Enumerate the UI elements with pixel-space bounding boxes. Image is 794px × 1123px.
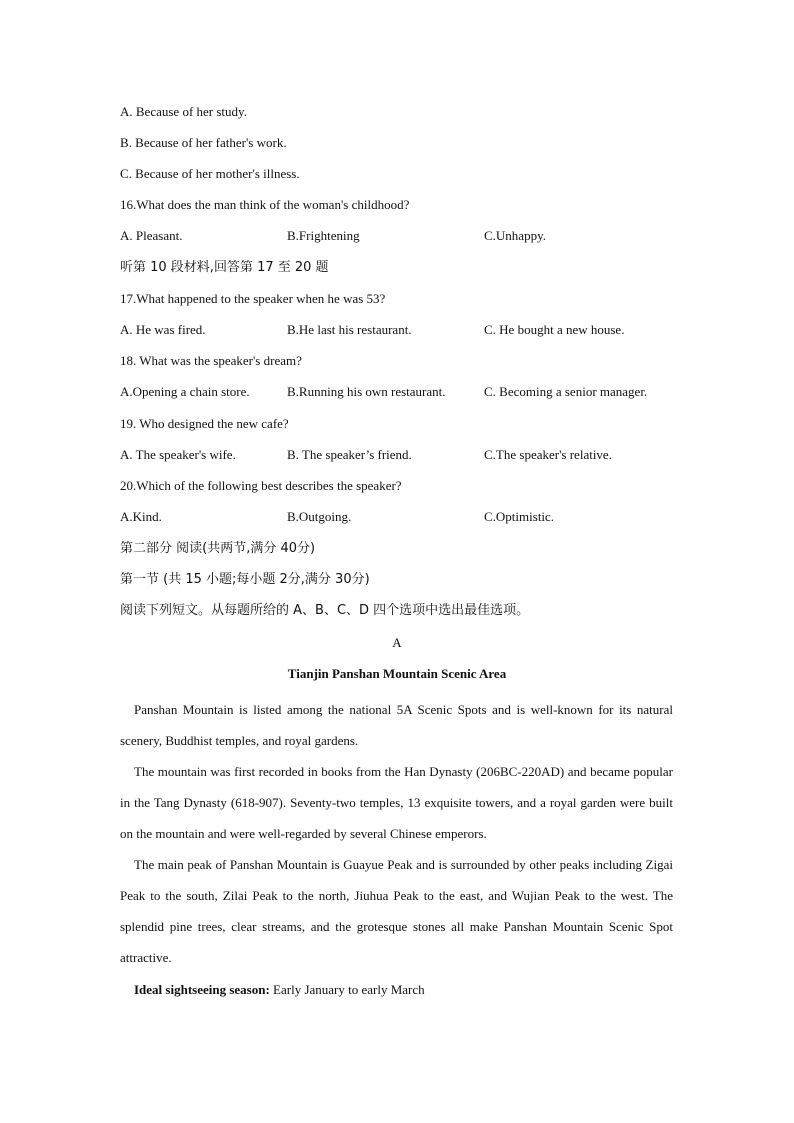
season-value: Early January to early March <box>269 982 425 997</box>
q17-option-c: C. He bought a new house. <box>484 322 625 337</box>
reading-instruction: 阅读下列短文。从每题所给的 A、B、C、D 四个选项中选出最佳选项。 <box>120 603 530 618</box>
passage-paragraph-2 <box>120 756 673 849</box>
section-one-heading: 第一节 (共 15 小题;每小题 2分,满分 30分) <box>120 572 370 587</box>
q18-question: 18. What was the speaker's dream? <box>120 353 302 368</box>
season-label: Ideal sightseeing season: <box>134 982 270 997</box>
q19-question: 19. Who designed the new cafe? <box>120 416 289 431</box>
q19-option-a: A. The speaker's wife. <box>120 447 236 462</box>
q19-option-c: C.The speaker's relative. <box>484 447 612 462</box>
q16-option-a: A. Pleasant. <box>120 228 183 243</box>
passage-paragraph-1 <box>120 694 673 756</box>
sightseeing-season <box>134 982 425 998</box>
q15-option-c: C. Because of her mother's illness. <box>120 166 300 181</box>
part-two-heading: 第二部分 阅读(共两节,满分 40分) <box>120 541 316 556</box>
q16-option-b: B.Frightening <box>287 228 360 243</box>
paragraph-1-text: Panshan Mountain is listed among the national 5A Scenic Spots and is well-known for its natural scenery, Buddhist temples, and royal gardens. <box>120 702 673 748</box>
q20-option-c: C.Optimistic. <box>484 509 555 524</box>
q17-option-b: B.He last his restaurant. <box>287 322 412 337</box>
q17-question: 17.What happened to the speaker when he was 53? <box>120 291 386 306</box>
q20-option-b: B.Outgoing. <box>287 509 352 524</box>
paragraph-3-text: The main peak of Panshan Mountain is Guayue Peak and is surrounded by other peaks including Zigai Peak to the south, Zilai Peak to the north, Jiuhua Peak to the east, and Wujian Peak to the west. The splendid pine trees, clear streams, and the grotesque stones all make Panshan Mountain Scenic Spot attractive. <box>120 857 673 965</box>
q18-option-c: C. Becoming a senior manager. <box>484 384 648 399</box>
passage-paragraph-3 <box>120 849 673 973</box>
passage-letter: A <box>392 635 402 650</box>
q16-question: 16.What does the man think of the woman's childhood? <box>120 197 410 212</box>
q20-question: 20.Which of the following best describes the speaker? <box>120 478 402 493</box>
q15-option-a: A. Because of her study. <box>120 104 247 119</box>
q18-option-a: A.Opening a chain store. <box>120 384 250 399</box>
q15-option-b: B. Because of her father's work. <box>120 135 287 150</box>
q20-option-a: A.Kind. <box>120 509 162 524</box>
q18-option-b: B.Running his own restaurant. <box>287 384 446 399</box>
q17-option-a: A. He was fired. <box>120 322 206 337</box>
passage-title: Tianjin Panshan Mountain Scenic Area <box>287 666 507 681</box>
paragraph-2-text: The mountain was first recorded in books from the Han Dynasty (206BC-220AD) and became popular in the Tang Dynasty (618-907). Seventy-two temples, 13 exquisite towers, and a royal garden were built on the mountain and were well-regarded by several Chinese emperors. <box>120 764 673 841</box>
q16-option-c: C.Unhappy. <box>484 228 546 243</box>
section-10-heading: 听第 10 段材料,回答第 17 至 20 题 <box>120 260 329 275</box>
q19-option-b: B. The speaker’s friend. <box>287 447 412 462</box>
